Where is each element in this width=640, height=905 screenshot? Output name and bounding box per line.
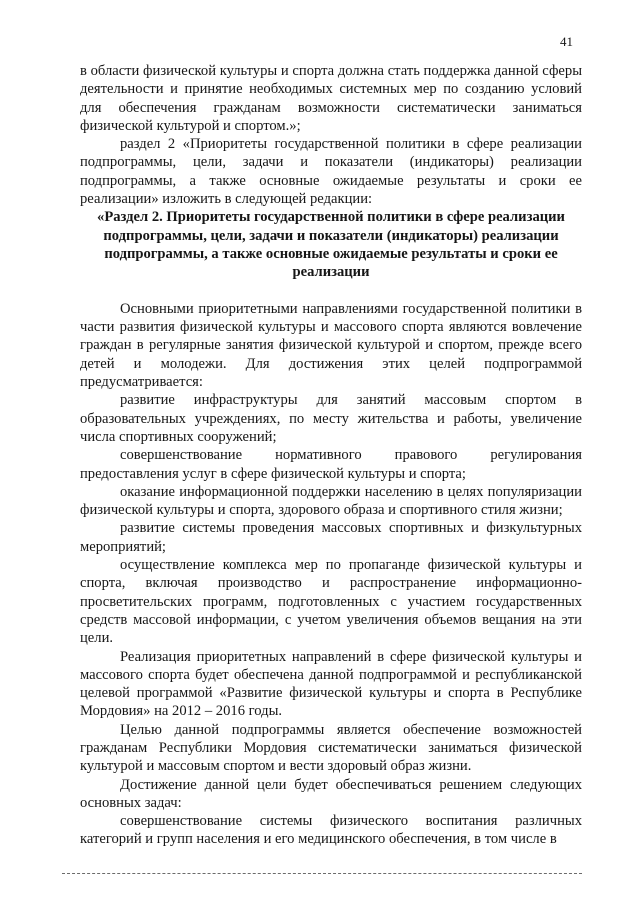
paragraph-amendment-instruction: раздел 2 «Приоритеты государственной политики в сфере реализации подпрограммы, цели, задачи и показатели (индикаторы) реализации подпрограммы, а также основные ожидаемые результаты и сроки ее реализации» изложить в следующей редакции: [80, 136, 582, 208]
paragraph-tasks-intro: Достижение данной цели будет обеспечиваться решением следующих основных задач: [80, 776, 582, 811]
list-item-information-support: оказание информационной поддержки населению в целях популяризации физической культуры и спорта, здорового образа и спортивного стиля жизни; [80, 483, 582, 519]
paragraph-intro-continuation: в области физической культуры и спорта должна стать поддержка данной сферы деятельности и принятие необходимых системных мер по созданию условий для обеспечения гражданам возможности систематически заниматься физической культурой и спортом.»; [80, 63, 582, 134]
scan-bottom-rule [62, 873, 582, 874]
list-item-regulation: совершенствование нормативного правового регулирования предоставления услуг в сфере физической культуры и спорта; [80, 447, 582, 482]
paragraph-goal: Целью данной подпрограммы является обеспечение возможностей гражданам Республики Мордовия систематически заниматься физической культурой и массовым спортом и вести здоровый образ жизни. [80, 721, 582, 775]
list-item-events: развитие системы проведения массовых спортивных и физкультурных мероприятий; [80, 520, 582, 555]
paragraph-implementation: Реализация приоритетных направлений в сфере физической культуры и массового спорта будет обеспечена данной подпрограммой и республиканской целевой программой «Развитие физической культуры и спорта в Республике Мордовия» на 2012 – 2016 годы. [80, 648, 582, 720]
paragraph-priorities: Основными приоритетными направлениями государственной политики в части развития физической культуры и массового спорта являются вовлечение граждан в регулярные занятия физической культурой и спортом, прежде всего детей и молодежи. Для достижения этих целей подпрограммой предусматривается: [80, 300, 582, 391]
section-heading: «Раздел 2. Приоритеты государственной политики в сфере реализации подпрограммы, цели, задачи и показатели (индикаторы) реализации подпрограммы, а также основные ожидаемые результаты и сроки ее реализации [97, 209, 565, 281]
list-item-propaganda: осуществление комплекса мер по пропаганде физической культуры и спорта, включая производство и распространение информационно-просветительских программ, подготовленных с участием государственных средств массовой информации, с учетом увеличения объемов вещания на эти цели. [80, 557, 582, 647]
document-body [80, 62, 582, 849]
page-number: 41 [560, 34, 573, 49]
list-item-infrastructure: развитие инфраструктуры для занятий массовым спортом в образовательных учреждениях, по месту жительства и работы, увеличение числа спортивных сооружений; [80, 392, 582, 445]
list-item-physical-education: совершенствование системы физического воспитания различных категорий и групп населения и его медицинского обеспечения, в том числе в [80, 813, 582, 848]
